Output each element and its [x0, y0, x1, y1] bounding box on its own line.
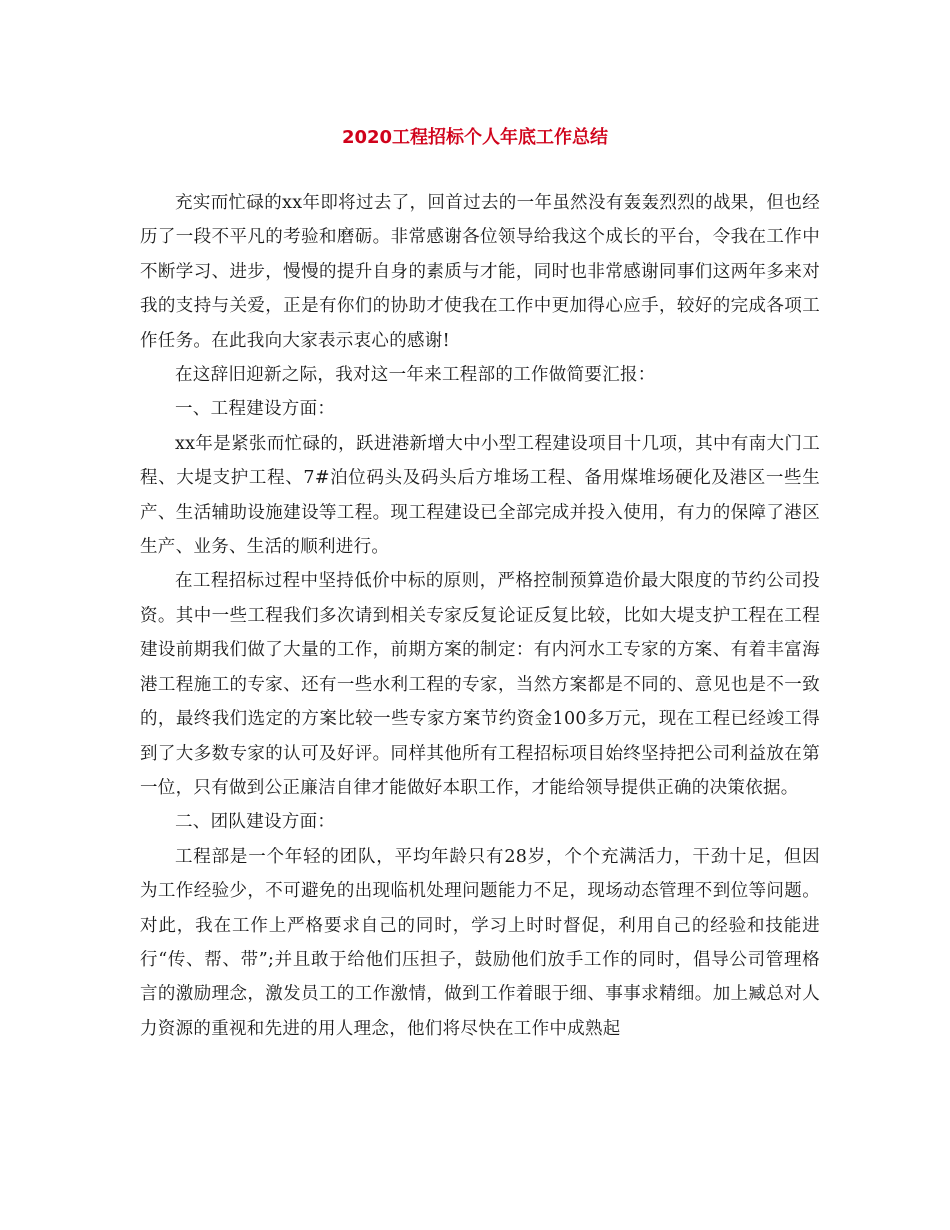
- document-body: [140, 186, 820, 1046]
- paragraph-intro: 充实而忙碌的xx年即将过去了，回首过去的一年虽然没有轰轰烈烈的战果，但也经历了一段不平凡的考验和磨砺。非常感谢各位领导给我这个成长的平台，令我在工作中不断学习、进步，慢慢的提升自身的素质与才能，同时也非常感谢同事们这两年多来对我的支持与关爱，正是有你们的协助才使我在工作中更加得心应手，较好的完成各项工作任务。在此我向大家表示衷心的感谢!: [140, 193, 820, 351]
- document-title: 2020工程招标个人年底工作总结: [341, 127, 609, 148]
- section-heading-engineering: 一、工程建设方面：: [175, 399, 336, 420]
- section-heading-team: 二、团队建设方面：: [175, 812, 336, 833]
- paragraph-engineering-projects: xx年是紧张而忙碌的，跃进港新增大中小型工程建设项目十几项，其中有南大门工程、大堤支护工程、7#泊位码头及码头后方堆场工程、备用煤堆场硬化及港区一些生产、生活辅助设施建设等工程。现工程建设已全部完成并投入使用，有力的保障了港区生产、业务、生活的顺利进行。: [140, 433, 820, 558]
- paragraph-report-lead: 在这辞旧迎新之际，我对这一年来工程部的工作做简要汇报：: [175, 365, 656, 386]
- paragraph-bidding-principles: 在工程招标过程中坚持低价中标的原则，严格控制预算造价最大限度的节约公司投资。其中一些工程我们多次请到相关专家反复论证反复比较，比如大堤支护工程在工程建设前期我们做了大量的工作，前期方案的制定：有内河水工专家的方案、有着丰富海港工程施工的专家、还有一些水利工程的专家，当然方案都是不同的、意见也是不一致的，最终我们选定的方案比较一些专家方案节约资金100多万元，现在工程已经竣工得到了大多数专家的认可及好评。同样其他所有工程招标项目始终坚持把公司利益放在第一位，只有做到公正廉洁自律才能做好本职工作，才能给领导提供正确的决策依据。: [140, 571, 820, 798]
- paragraph-team-building: 工程部是一个年轻的团队，平均年龄只有28岁，个个充满活力，干劲十足，但因为工作经验少，不可避免的出现临机处理问题能力不足，现场动态管理不到位等问题。对此，我在工作上严格要求自己的同时，学习上时时督促，利用自己的经验和技能进行“传、帮、带”;并且敢于给他们压担子，鼓励他们放手工作的同时，倡导公司管理格言的激励理念，激发员工的工作激情，做到工作着眼于细、事事求精细。加上臧总对人力资源的重视和先进的用人理念，他们将尽快在工作中成熟起: [140, 846, 820, 1039]
